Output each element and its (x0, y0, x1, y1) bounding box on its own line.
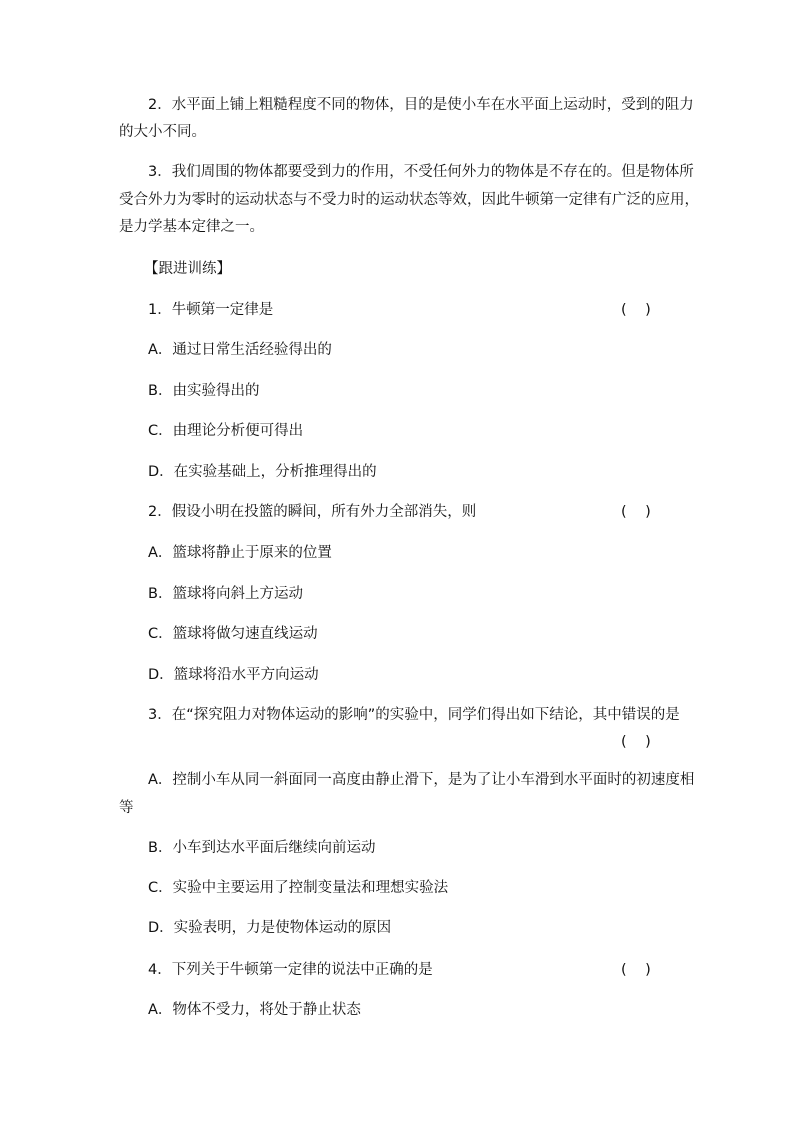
question-3-option-b: B．小车到达水平面后继续向前运动 (148, 840, 376, 856)
note-2-line-2: 的大小不同。 (119, 124, 206, 140)
question-3-option-a-line-2: 等 (119, 800, 134, 816)
question-2-option-c: C．篮球将做匀速直线运动 (148, 626, 318, 642)
note-3-line-2: 受合外力为零时的运动状态与不受力时的运动状态等效，因此牛顿第一定律有广泛的应用， (119, 192, 699, 208)
note-3-line-1: 3．我们周围的物体都要受到力的作用，不受任何外力的物体是不存在的。但是物体所 (148, 164, 694, 180)
question-4-option-a: A．物体不受力，将处于静止状态 (148, 1002, 361, 1018)
question-3-option-d: D．实验表明，力是使物体运动的原因 (148, 920, 392, 936)
question-1-stem: 1．牛顿第一定律是 (148, 302, 274, 318)
question-3-answer-bracket: ( ) (621, 734, 651, 750)
question-1-answer-bracket: ( ) (621, 302, 651, 318)
question-2-option-d: D．篮球将沿水平方向运动 (148, 667, 319, 683)
note-2-line-1: 2．水平面上铺上粗糙程度不同的物体，目的是使小车在水平面上运动时，受到的阻力 (148, 97, 694, 113)
question-1-option-d: D．在实验基础上，分析推理得出的 (148, 464, 377, 480)
question-1-option-c: C．由理论分析便可得出 (148, 423, 304, 439)
question-3-option-c: C．实验中主要运用了控制变量法和理想实验法 (148, 880, 449, 896)
question-2-stem: 2．假设小明在投篮的瞬间，所有外力全部消失，则 (148, 504, 477, 520)
question-1-option-a: A．通过日常生活经验得出的 (148, 342, 332, 358)
question-3-stem: 3．在“探究阻力对物体运动的影响”的实验中，同学们得出如下结论，其中错误的是 (148, 707, 680, 723)
question-3-option-a-line-1: A．控制小车从同一斜面同一高度由静止滑下，是为了让小车滑到水平面时的初速度相 (148, 772, 695, 788)
question-4-answer-bracket: ( ) (621, 962, 651, 978)
note-3-line-3: 是力学基本定律之一。 (119, 219, 264, 235)
question-4-stem: 4．下列关于牛顿第一定律的说法中正确的是 (148, 962, 433, 978)
question-2-option-b: B．篮球将向斜上方运动 (148, 586, 303, 602)
question-1-option-b: B．由实验得出的 (148, 383, 260, 399)
question-2-answer-bracket: ( ) (621, 504, 651, 520)
section-title: 【跟进训练】 (144, 261, 231, 277)
question-2-option-a: A．篮球将静止于原来的位置 (148, 545, 332, 561)
